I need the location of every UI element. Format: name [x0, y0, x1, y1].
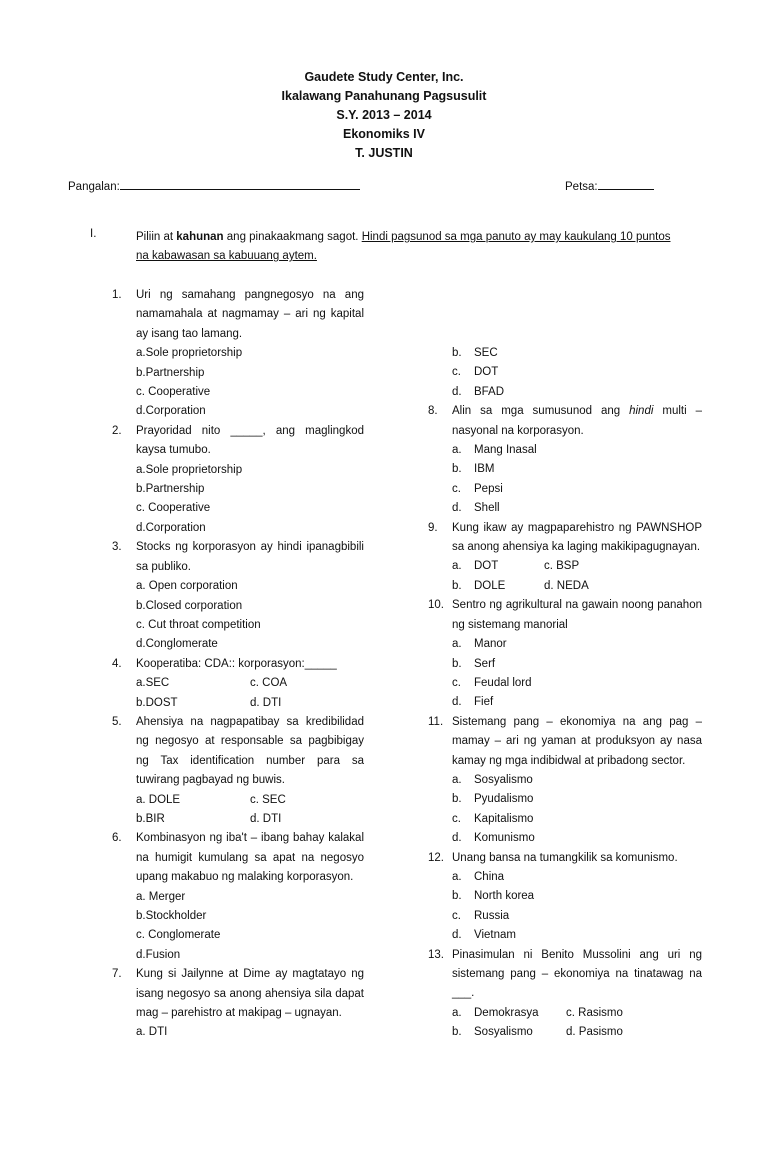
choice-c[interactable]: c. Russia: [452, 909, 510, 922]
left-column: [112, 286, 364, 1043]
question-text: Kung ikaw ay magpaparehistro ng PAWNSHOP sa anong ahensiya ka laging makikipagugnayan.: [452, 521, 702, 554]
question-7-continued: [428, 344, 702, 402]
question-7: 7. Kung si Jailynne at Dime ay magtatayo ng isang negosyo sa anong ahensiya sila dapat mag – parehistro at makipag – ugnayan. a. DTI: [112, 965, 364, 1043]
choice-d[interactable]: d. Komunismo: [452, 832, 535, 845]
choice-a[interactable]: a. DOLE: [136, 793, 181, 806]
choice-d[interactable]: d. DTI: [250, 812, 282, 825]
school-year: S.Y. 2013 – 2014: [336, 108, 432, 122]
question-text: Alin sa mga sumusunod ang hindi multi – nasyonal na korporasyon.: [452, 405, 702, 437]
choice-d[interactable]: d. Vietnam: [452, 929, 516, 942]
question-11: 11. Sistemang pang – ekonomiya na ang pag – mamay – ari ng yaman at produksyon ay nasa kamay ng mga indibidwal at pribadong sector. a. Sosyalismo b. Pyudalismo c. Kapitalismo d. Komunismo: [428, 713, 702, 849]
choice-c[interactable]: c. Cooperative: [136, 502, 211, 515]
choice-c[interactable]: c. Conglomerate: [136, 929, 221, 942]
date-label: Petsa:: [565, 181, 598, 193]
choice-c[interactable]: c. Feudal lord: [452, 676, 532, 689]
penalty-note: Hindi pagsunod sa mga panuto ay may kaukulang 10 puntos na kabawasan sa kabuuang aytem.: [136, 231, 671, 263]
question-12: 12. Unang bansa na tumangkilik sa komunismo. a. China b. North korea c. Russia d. Vietnam: [428, 849, 702, 946]
choice-a[interactable]: a. DOT: [452, 560, 499, 573]
choice-c[interactable]: c. Rasismo: [566, 1006, 623, 1019]
question-4: 4. Kooperatiba: CDA:: korporasyon:_____ a.SEC c. COA b.DOST d. DTI: [112, 655, 364, 713]
choice-a[interactable]: a. DTI: [136, 1026, 168, 1039]
choice-c[interactable]: c. Cooperative: [136, 386, 211, 399]
choice-d[interactable]: d.Fusion: [136, 948, 181, 961]
choice-d[interactable]: d. Shell: [452, 502, 500, 515]
question-5: 5. Ahensiya na nagpapatibay sa kredibilidad ng negosyo at responsable sa pagbibigay ng Tax identification number para sa tuwirang pagbayad ng buwis. a. DOLE c. SEC b.BIR d. DTI: [112, 713, 364, 829]
choice-b[interactable]: b. DOLE: [452, 579, 506, 592]
question-10: 10. Sentro ng agrikultural na gawain noong panahon ng sistemang manorial a. Manor b. Serf c. Feudal lord d. Fief: [428, 596, 702, 712]
choice-b[interactable]: b.BIR: [136, 812, 165, 825]
choice-a[interactable]: a. China: [452, 870, 505, 883]
question-2: 2. Prayoridad nito _____, ang maglingkod kaysa tumubo. a.Sole proprietorship b.Partnership c. Cooperative d.Corporation: [112, 422, 364, 538]
choice-b[interactable]: b.Partnership: [136, 366, 205, 379]
choice-d[interactable]: d. NEDA: [544, 579, 589, 592]
choice-d[interactable]: d.Corporation: [136, 405, 206, 418]
right-column: [428, 344, 702, 1043]
question-6: 6. Kombinasyon ng iba't – ibang bahay kalakal na humigit kumulang sa apat na negosyo upang makabuo ng malaking korporasyon. a. Merger b.Stockholder c. Conglomerate d.Fusion: [112, 829, 364, 965]
choice-b[interactable]: b.Partnership: [136, 483, 205, 496]
choice-d[interactable]: d.Corporation: [136, 521, 206, 534]
question-text: Kung si Jailynne at Dime ay magtatayo ng isang negosyo sa anong ahensiya sila dapat mag – parehistro at makipag – ugnayan.: [136, 968, 364, 1020]
choice-c[interactable]: c. DOT: [452, 366, 499, 379]
exam-header: [0, 68, 768, 163]
choice-d[interactable]: d. BFAD: [452, 385, 505, 398]
choice-c[interactable]: c. COA: [250, 677, 288, 690]
choice-b[interactable]: b. Serf: [452, 657, 496, 670]
choice-a[interactable]: a. Manor: [452, 638, 507, 651]
choice-d[interactable]: d. Pasismo: [566, 1026, 623, 1039]
question-8: 8. Alin sa mga sumusunod ang hindi multi – nasyonal na korporasyon. a. Mang Inasal b. IBM c. Pepsi d. Shell: [428, 402, 702, 518]
choice-b[interactable]: b. SEC: [452, 347, 498, 359]
question-text: Kooperatiba: CDA:: korporasyon:_____: [136, 657, 337, 670]
choice-a[interactable]: a. Mang Inasal: [452, 444, 537, 457]
choice-d[interactable]: d. DTI: [250, 696, 282, 709]
choice-a[interactable]: a. Open corporation: [136, 580, 238, 593]
question-text: Kombinasyon ng iba't – ibang bahay kalakal na humigit kumulang sa apat na negosyo upang makabuo ng malaking korporasyon.: [136, 832, 364, 884]
subject: Ekonomiks IV: [343, 127, 425, 141]
question-text: Pinasimulan ni Benito Mussolini ang uri ng sistemang pang – ekonomiya na tinatawag na ___.: [452, 948, 702, 1000]
choice-a[interactable]: a. Demokrasya: [452, 1006, 539, 1019]
choice-b[interactable]: b.DOST: [136, 696, 178, 709]
question-text: Sentro ng agrikultural na gawain noong panahon ng sistemang manorial: [452, 599, 702, 631]
choice-a[interactable]: a.Sole proprietorship: [136, 347, 243, 360]
choice-a[interactable]: a.Sole proprietorship: [136, 463, 243, 476]
choice-d[interactable]: d.Conglomerate: [136, 638, 218, 651]
teacher: T. JUSTIN: [355, 146, 413, 160]
question-text: Unang bansa na tumangkilik sa komunismo.: [452, 851, 678, 864]
choice-b[interactable]: b. North korea: [452, 890, 535, 903]
question-1: 1. Uri ng samahang pangnegosyo na ang namamahala at nagmamay – ari ng kapital ay isang tao lamang. a.Sole proprietorship b.Partnership c. Cooperative d.Corporation: [112, 286, 364, 422]
choice-a[interactable]: a.SEC: [136, 677, 170, 690]
question-text: Stocks ng korporasyon ay hindi ipanagbibili sa publiko.: [136, 541, 364, 573]
question-text: Ahensiya na nagpapatibay sa kredibilidad ng negosyo at responsable sa pagbibigay ng Tax identification number para sa tuwirang pagbayad ng buwis.: [136, 715, 364, 787]
question-3: 3. Stocks ng korporasyon ay hindi ipanagbibili sa publiko. a. Open corporation b.Closed corporation c. Cut throat competition d.Conglomerate: [112, 538, 364, 654]
choice-c[interactable]: c. BSP: [544, 560, 580, 573]
choice-c[interactable]: c. Cut throat competition: [136, 618, 261, 631]
question-text: Prayoridad nito _____, ang maglingkod kaysa tumubo.: [136, 424, 364, 457]
question-text: Uri ng samahang pangnegosyo na ang namamahala at nagmamay – ari ng kapital ay isang tao lamang.: [136, 289, 364, 340]
question-9: 9. Kung ikaw ay magpaparehistro ng PAWNSHOP sa anong ahensiya ka laging makikipagugnayan. a. DOT c. BSP b. DOLE d. NEDA: [428, 519, 702, 597]
choice-b[interactable]: b.Closed corporation: [136, 599, 243, 612]
school-name: Gaudete Study Center, Inc.: [304, 70, 464, 84]
date-blank[interactable]: [598, 178, 654, 190]
choice-c[interactable]: c. SEC: [250, 793, 286, 806]
choice-b[interactable]: b. Sosyalismo: [452, 1026, 533, 1039]
question-13: 13. Pinasimulan ni Benito Mussolini ang uri ng sistemang pang – ekonomiya na tinatawag na ___. a. Demokrasya c. Rasismo b. Sosyalismo d. Pasismo: [428, 946, 702, 1043]
choice-c[interactable]: c. Kapitalismo: [452, 812, 534, 825]
choice-a[interactable]: a. Sosyalismo: [452, 773, 533, 786]
choice-b[interactable]: b. Pyudalismo: [452, 793, 534, 806]
date-field[interactable]: [565, 178, 654, 197]
choice-b[interactable]: b.Stockholder: [136, 910, 207, 922]
choice-b[interactable]: b. IBM: [452, 463, 495, 476]
name-blank[interactable]: [120, 178, 360, 190]
question-text: Sistemang pang – ekonomiya na ang pag – mamay – ari ng yaman at produksyon ay nasa kamay ng mga indibidwal at pribadong sector.: [452, 715, 702, 767]
choice-c[interactable]: c. Pepsi: [452, 482, 503, 495]
section-number: I.: [90, 228, 97, 240]
choice-d[interactable]: d. Fief: [452, 696, 494, 709]
name-field[interactable]: [68, 178, 360, 197]
instructions: Piliin at kahunan ang pinakaakmang sagot. Hindi pagsunod sa mga panuto ay may kaukulang 10 puntos na kabawasan sa kabuuang aytem.: [136, 231, 671, 263]
exam-title: Ikalawang Panahunang Pagsusulit: [281, 89, 487, 103]
name-label: Pangalan:: [68, 181, 120, 193]
choice-a[interactable]: a. Merger: [136, 890, 186, 903]
